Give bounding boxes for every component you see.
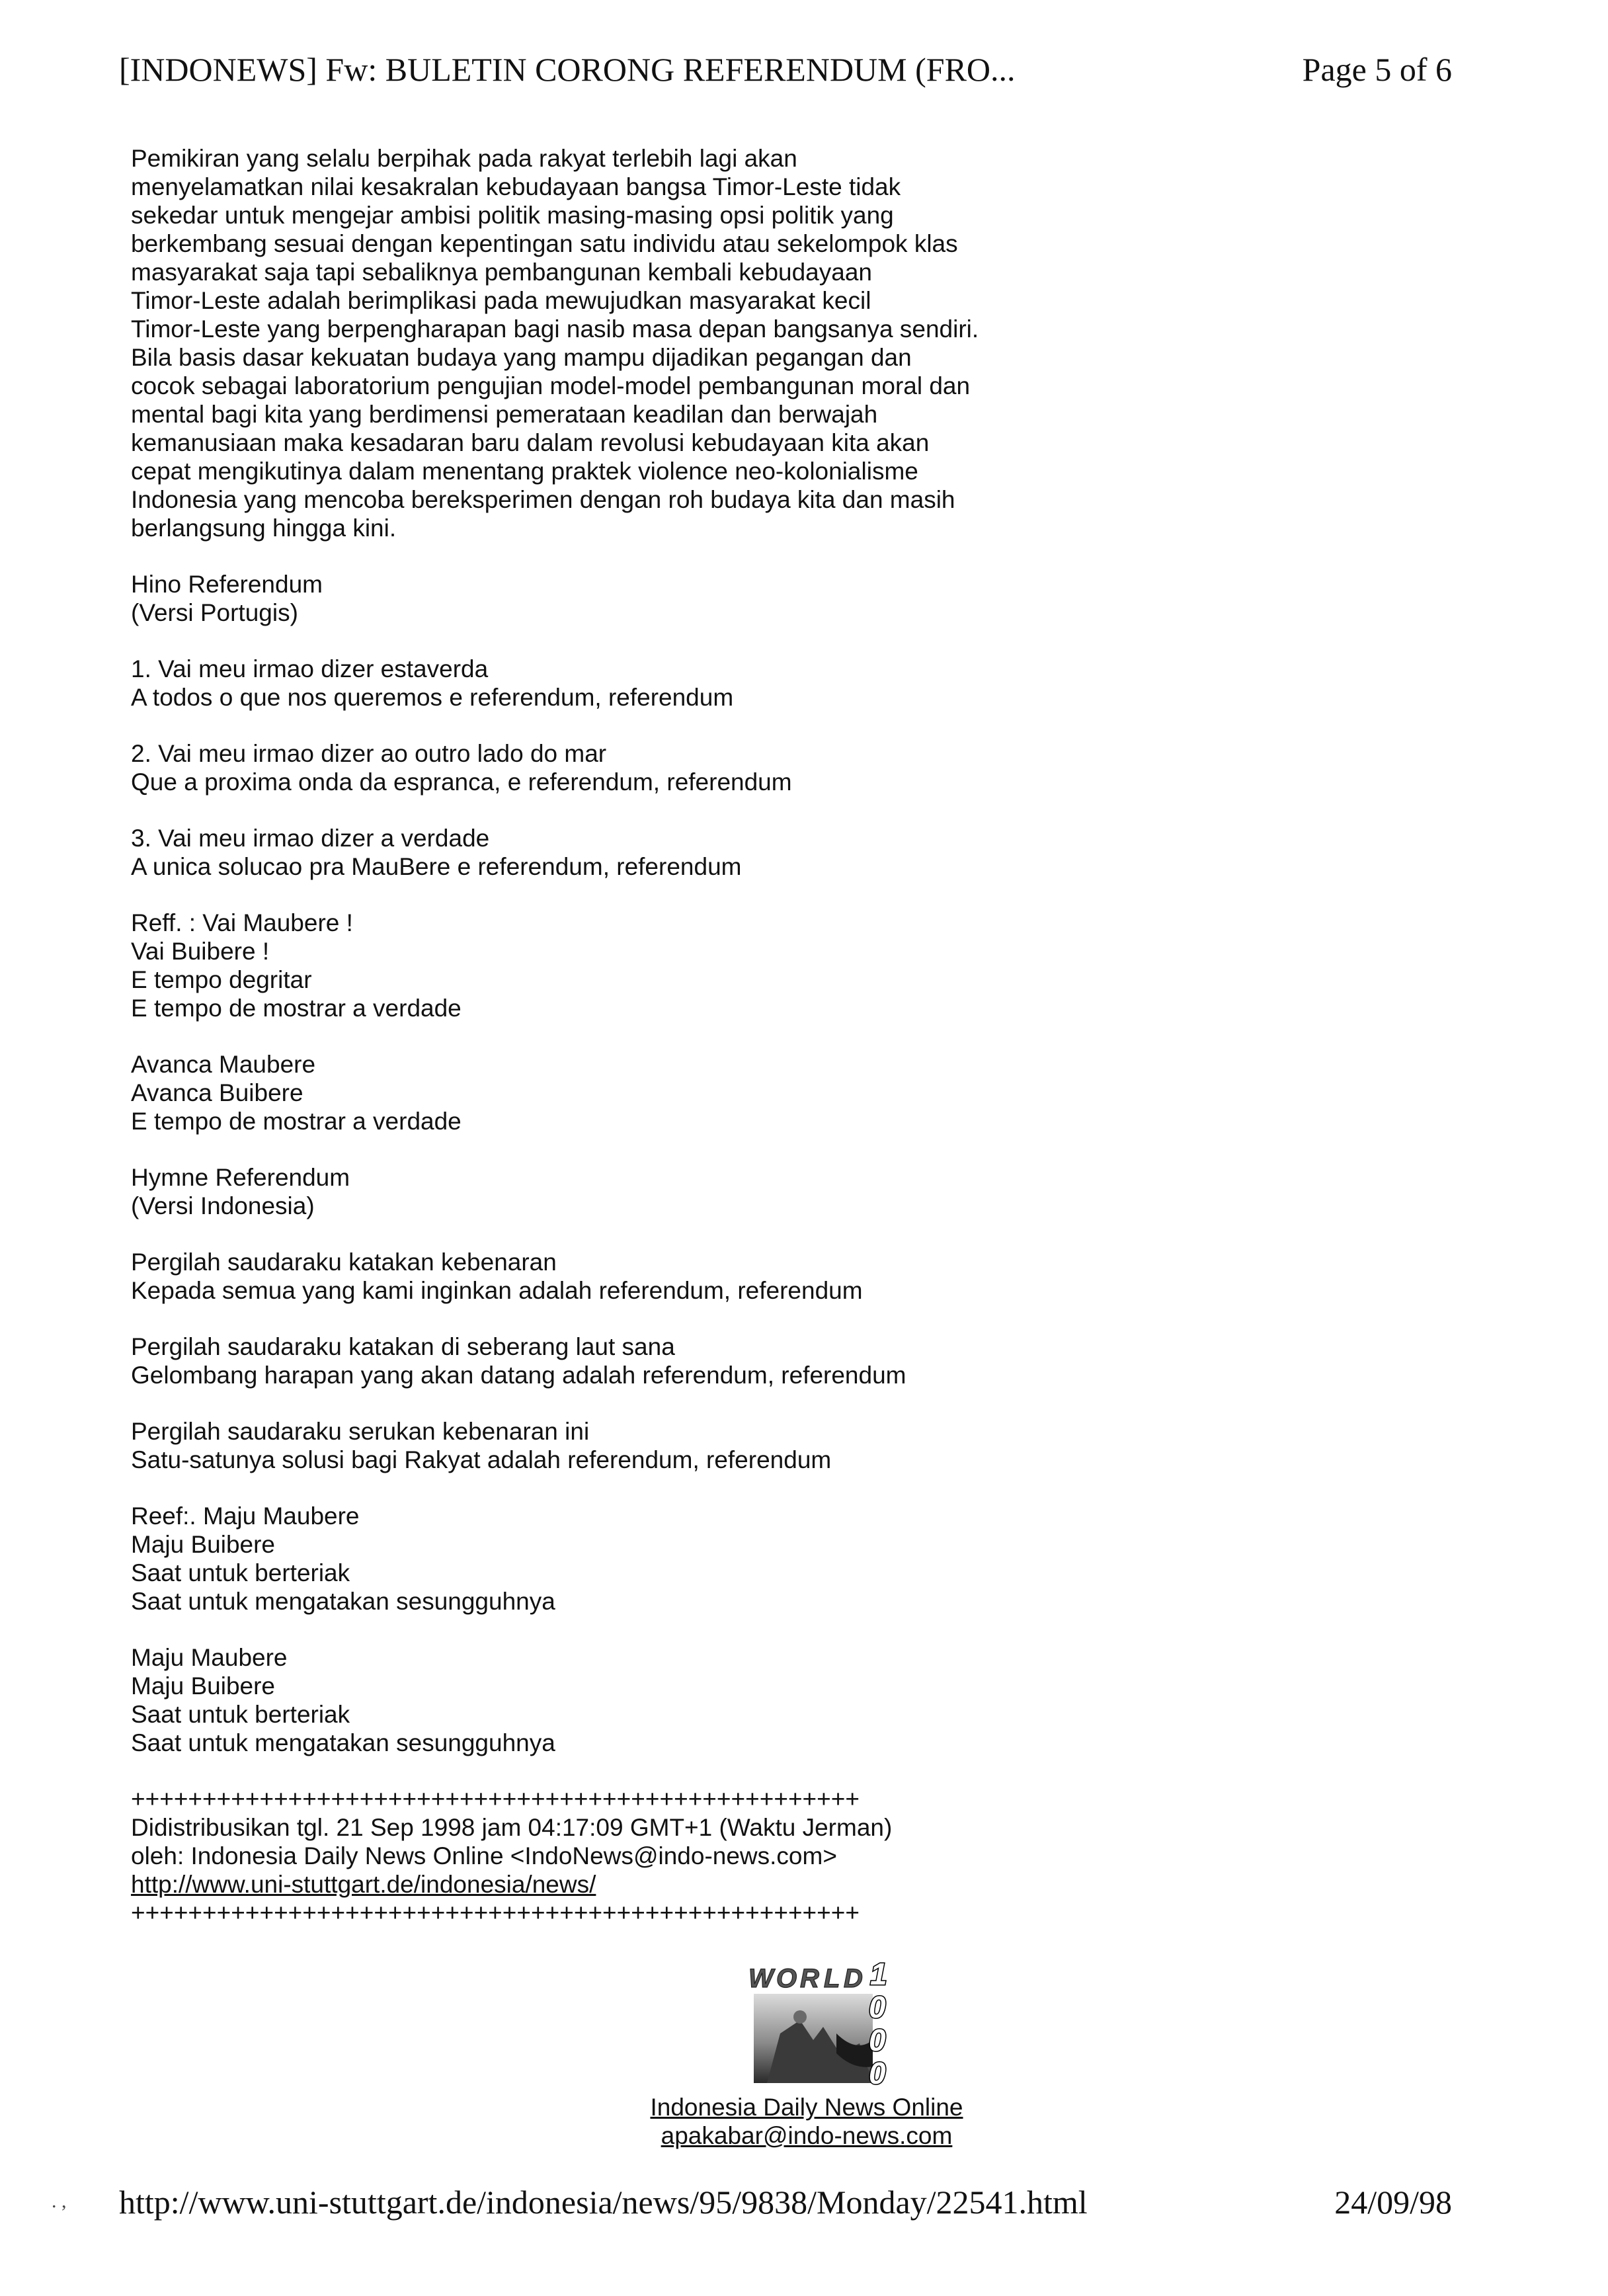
verse-3: 3. Vai meu irmao dizer a verdade A unica solucao pra MauBere e referendum, referendum	[131, 825, 742, 880]
svg-text:0: 0	[869, 2056, 886, 2090]
article-body	[131, 144, 1149, 1927]
separator-line-bottom: +++++++++++++++++++++++++++++++++++++++++++++++++++	[131, 1899, 860, 1926]
svg-text:R: R	[800, 1964, 819, 1993]
svg-text:L: L	[824, 1964, 840, 1993]
svg-text:0: 0	[869, 2023, 886, 2057]
site-name-link[interactable]: Indonesia Daily News Online	[650, 2094, 963, 2121]
verse-1: 1. Vai meu irmao dizer estaverda A todos o que nos queremos e referendum, referendum	[131, 655, 734, 711]
svg-text:W: W	[748, 1964, 774, 1993]
svg-text:O: O	[776, 1964, 797, 1993]
email-link[interactable]: apakabar@indo-news.com	[661, 2122, 953, 2149]
verse-indonesian-1: Pergilah saudaraku katakan kebenaran Kepada semua yang kami inginkan adalah referendum, referendum	[131, 1249, 863, 1304]
world-1000-logo[interactable]	[707, 1954, 906, 2093]
paragraph-intro: Pemikiran yang selalu berpihak pada rakyat terlebih lagi akan menyelamatkan nilai kesakralan kebudayaan bangsa Timor-Leste tidak sekedar untuk mengejar ambisi politik masing-masing opsi politik yang berkembang sesuai dengan kepentingan satu individu atau sekelompok klas masyarakat saja tapi sebaliknya pembangunan kembali kebudayaan Timor-Leste adalah berimplikasi pada mewujudkan masyarakat kecil Timor-Leste yang berpengharapan bagi nasib masa depan bangsanya sendiri. Bila basis dasar kekuatan budaya yang mampu dijadikan pegangan dan cocok sebagai laboratorium pengujian model-model pembangunan moral dan mental bagi kita yang berdimensi pemerataan keadilan dan berwajah kemanusiaan maka kesadaran baru dalam revolusi kebudayaan kita akan cepat mengikutinya dalam menentang praktek violence neo-kolonialisme Indonesia yang mencoba bereksperimen dengan roh budaya kita dan masih berlangsung hingga kini.	[131, 145, 979, 542]
refrain-indonesian: Reef:. Maju Maubere Maju Buibere Saat untuk berteriak Saat untuk mengatakan sesungguhnya	[131, 1502, 555, 1615]
hymn-indonesian-heading: Hymne Referendum (Versi Indonesia)	[131, 1164, 350, 1219]
separator-line: +++++++++++++++++++++++++++++++++++++++++++++++++++	[131, 1785, 860, 1813]
distribution-source: oleh: Indonesia Daily News Online <IndoNews@indo-news.com>	[131, 1842, 837, 1869]
page-number: Page 5 of 6	[1302, 51, 1452, 88]
refrain-portuguese: Reff. : Vai Maubere ! Vai Buibere ! E tempo degritar E tempo de mostrar a verdade	[131, 909, 462, 1022]
verse-2: 2. Vai meu irmao dizer ao outro lado do mar Que a proxima onda da espranca, e referendum, referendum	[131, 740, 792, 796]
distribution-date: Didistribusikan tgl. 21 Sep 1998 jam 04:17:09 GMT+1 (Waktu Jerman)	[131, 1814, 893, 1841]
verse-indonesian-3: Pergilah saudaraku serukan kebenaran ini Satu-satunya solusi bagi Rakyat adalah referendum, referendum	[131, 1418, 832, 1473]
footer-url: http://www.uni-stuttgart.de/indonesia/news/95/9838/Monday/22541.html	[119, 2184, 1088, 2221]
footer-date: 24/09/98	[1334, 2184, 1452, 2221]
scan-mark: . ,	[52, 2190, 67, 2212]
refrain-portuguese-2: Avanca Maubere Avanca Buibere E tempo de mostrar a verdade	[131, 1051, 462, 1135]
distribution-info	[131, 1785, 1149, 1927]
svg-text:1: 1	[870, 1957, 887, 1991]
hymn-portuguese-heading: Hino Referendum (Versi Portugis)	[131, 571, 323, 626]
svg-text:0: 0	[869, 1990, 886, 2024]
page-header-title: [INDONEWS] Fw: BULETIN CORONG REFERENDUM (FRO...	[119, 51, 1016, 88]
news-link[interactable]: http://www.uni-stuttgart.de/indonesia/news/	[131, 1871, 596, 1898]
verse-indonesian-2: Pergilah saudaraku katakan di seberang laut sana Gelombang harapan yang akan datang adalah referendum, referendum	[131, 1333, 906, 1389]
refrain-indonesian-2: Maju Maubere Maju Buibere Saat untuk berteriak Saat untuk mengatakan sesungguhnya	[131, 1644, 555, 1756]
logo-block	[595, 1954, 1018, 2150]
svg-text:D: D	[844, 1964, 863, 1993]
